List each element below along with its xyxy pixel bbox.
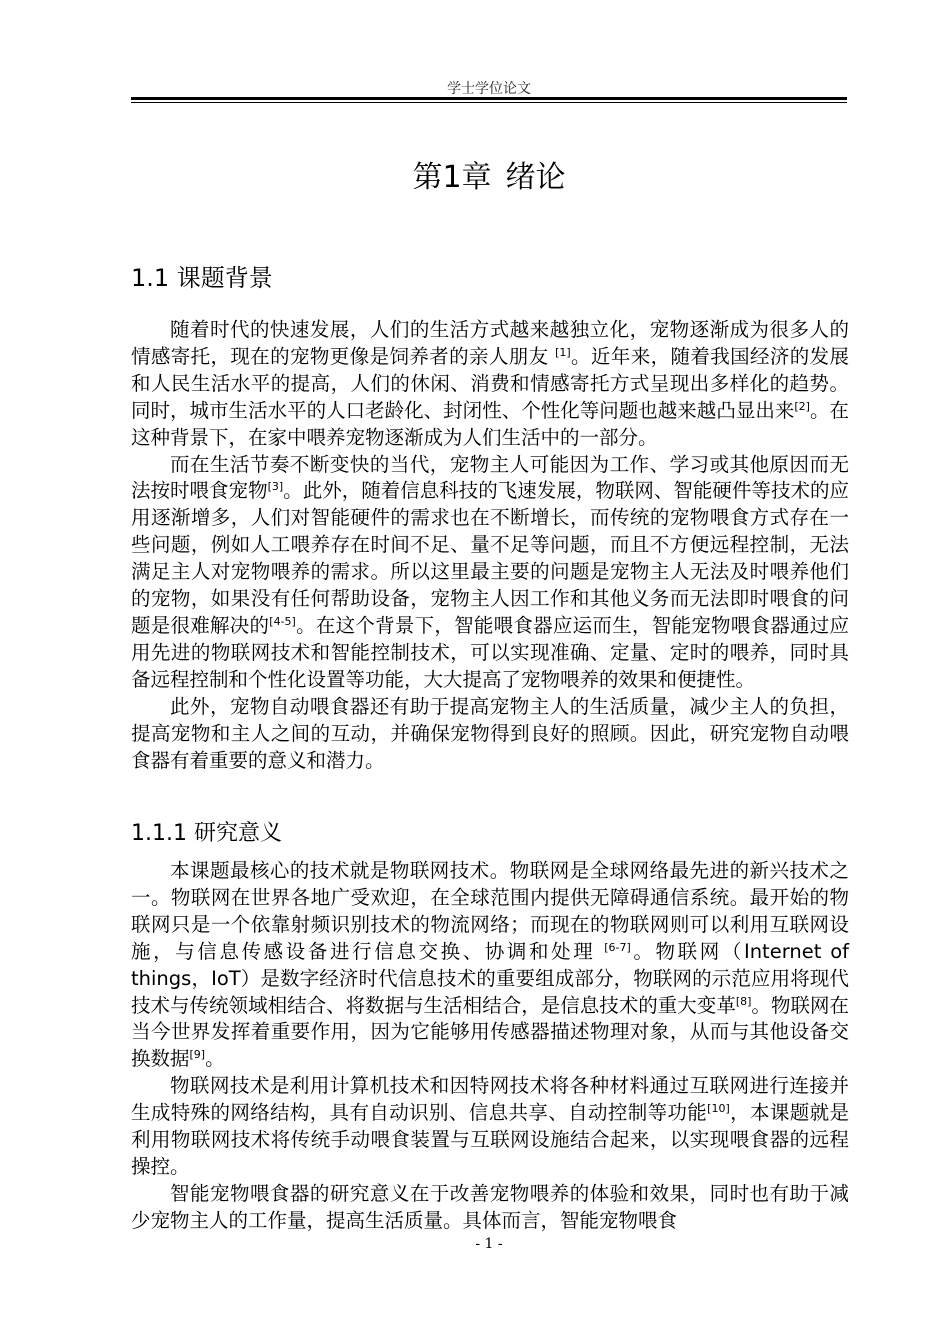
citation: [1] [555,345,571,359]
chapter-title [131,152,847,196]
citation: [6-7] [604,940,631,954]
subsection-heading: 1.1.1 研究意义 [131,821,282,846]
citation: [2] [794,399,810,413]
header-rule-thin [131,102,847,103]
citation: [10] [707,1102,730,1116]
chapter-name: 绪论 [505,160,566,195]
citation: [8] [735,994,752,1008]
citation: [3] [267,480,284,494]
chapter-number: 第1章 [412,160,492,195]
significance-text [131,858,849,1235]
significance-paragraph-1: 本课题最核心的技术就是物联网技术。物联网是全球网络最先进的新兴技术之一。物联网在世界各地广受欢迎，在全球范围内提供无障碍通信系统。最开始的物联网只是一个依靠射频识别技术的物流网络；而现在的物联网则可以利用互联网设施，与信息传感设备进行信息交换、协调和处理 [6-7]。物联网（Internet of things，IoT）是数字经济时代信息技术的重要组成部分，物联网的示范应用将现代技术与传统领域相结合、将数据与生活相结合，是信息技术的重大变革[8]。物联网在当今世界发挥着重要作用，因为它能够用传感器描述物理对象，从而与其他设备交换数据[9]。 [131,859,849,1071]
significance-paragraph-2: 物联网技术是利用计算机技术和因特网技术将各种材料通过互联网进行连接并生成特殊的网络结构，具有自动识别、信息共享、自动控制等功能[10]，本课题就是利用物联网技术将传统手动喂食装置与互联网设施结合起来，以实现喂食器的远程操控。 [131,1074,849,1178]
background-text [131,317,849,774]
background-paragraph-2: 而在生活节奏不断变快的当代，宠物主人可能因为工作、学习或其他原因而无法按时喂食宠物[3]。此外，随着信息科技的飞速发展，物联网、智能硬件等技术的应用逐渐增多，人们对智能硬件的需求也在不断增长，而传统的宠物喂食方式存在一些问题，例如人工喂养存在时间不足、量不足等问题，而且不方便远程控制，无法满足主人对宠物喂养的需求。所以这里最主要的问题是宠物主人无法及时喂养他们的宠物，如果没有任何帮助设备，宠物主人因工作和其他义务而无法即时喂食的问题是很难解决的[4-5]。在这个背景下，智能喂食器应运而生，智能宠物喂食器通过应用先进的物联网技术和智能控制技术，可以实现准确、定量、定时的喂养，同时具备远程控制和个性化设置等功能，大大提高了宠物喂养的效果和便捷性。 [131,452,849,691]
section-heading: 1.1 课题背景 [131,264,273,292]
header-rule-thick [131,97,847,100]
background-paragraph-1: 随着时代的快速发展，人们的生活方式越来越独立化，宠物逐渐成为很多人的情感寄托，现在的宠物更像是饲养者的亲人朋友 [1]。近年来，随着我国经济的发展和人民生活水平的提高，人们的休闲、消费和情感寄托方式呈现出多样化的趋势。同时，城市生活水平的人口老龄化、封闭性、个性化等问题也越来越凸显出来[2]。在这种背景下，在家中喂养宠物逐渐成为人们生活中的一部分。 [131,318,849,449]
citation: [4-5] [269,614,296,628]
background-paragraph-3: 此外，宠物自动喂食器还有助于提高宠物主人的生活质量，减少主人的负担，提高宠物和主人之间的互动，并确保宠物得到良好的照顾。因此，研究宠物自动喂食器有着重要的意义和潜力。 [131,694,849,772]
running-header: 学士学位论文 [447,81,531,97]
significance-paragraph-3: 智能宠物喂食器的研究意义在于改善宠物喂养的体验和效果，同时也有助于减少宠物主人的工作量，提高生活质量。具体而言，智能宠物喂食 [131,1181,849,1232]
citation: [9] [189,1048,206,1062]
page-number: - 1 - [475,1236,503,1252]
